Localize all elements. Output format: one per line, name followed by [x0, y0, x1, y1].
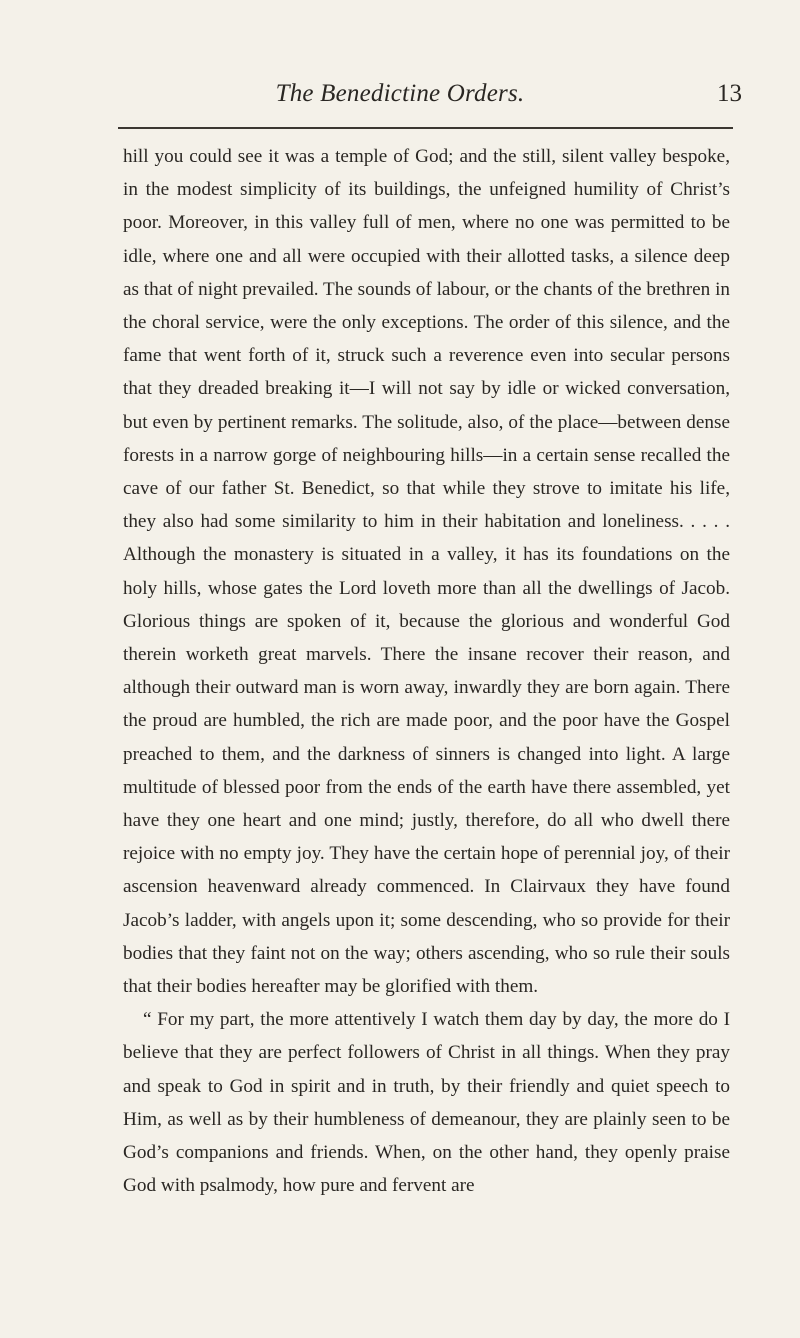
body-text	[123, 140, 730, 1203]
paragraph: hill you could see it was a temple of God; and the still, silent valley bespoke, in the modest simplicity of its buildings, the unfeigned humility of Christ’s poor. Moreover, in this valley full of men, where no one was permitted to be idle, where one and all were occupied with their allotted tasks, a silence deep as that of night prevailed. The sounds of labour, or the chants of the brethren in the choral service, were the only exceptions. The order of this silence, and the fame that went forth of it, struck such a reverence even into secular persons that they dreaded breaking it—I will not say by idle or wicked conversation, but even by pertinent remarks. The solitude, also, of the place—between dense forests in a narrow gorge of neighbouring hills—in a certain sense recalled the cave of our father St. Benedict, so that while they strove to imitate his life, they also had some similarity to him in their habitation and loneliness. . . . . Although the monastery is situated in a valley, it has its foundations on the holy hills, whose gates the Lord loveth more than all the dwellings of Jacob. Glorious things are spoken of it, because the glorious and wonderful God therein worketh great marvels. There the insane recover their reason, and although their outward man is worn away, inwardly they are born again. There the proud are humbled, the rich are made poor, and the poor have the Gospel preached to them, and the darkness of sinners is changed into light. A large multitude of blessed poor from the ends of the earth have there assembled, yet have they one heart and one mind; justly, therefore, do all who dwell there rejoice with no empty joy. They have the certain hope of perennial joy, of their ascension heavenward already commenced. In Clairvaux they have found Jacob’s ladder, with angels upon it; some descending, who so provide for their bodies that they faint not on the way; others ascending, who so rule their souls that their bodies hereafter may be glorified with them.	[123, 146, 730, 998]
paragraph: “ For my part, the more attentively I watch them day by day, the more do I believe that they are perfect followers of Christ in all things. When they pray and speak to God in spirit and in truth, by their friendly and quiet speech to Him, as well as by their humbleness of demeanour, they are plainly seen to be God’s companions and friends. When, on the other hand, they openly praise God with psalmody, how pure and fervent are	[123, 1009, 730, 1197]
running-header	[0, 78, 800, 118]
header-rule	[118, 127, 733, 129]
running-title: The Benedictine Orders.	[275, 80, 525, 107]
page-number: 13	[717, 80, 742, 107]
